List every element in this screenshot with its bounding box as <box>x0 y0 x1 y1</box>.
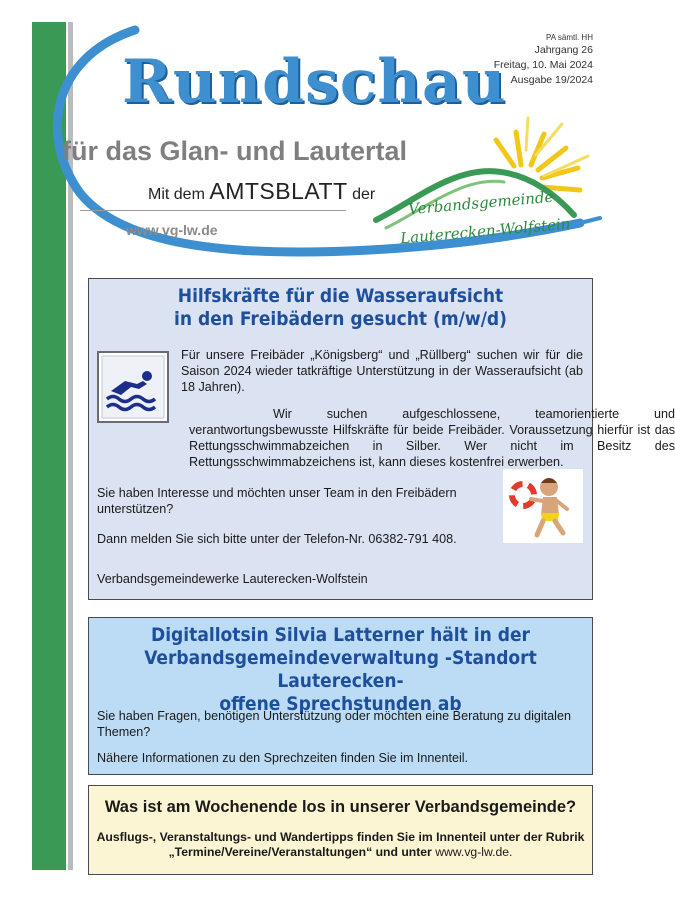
issue-date: Freitag, 10. Mai 2024 <box>493 59 593 71</box>
headline-line: Hilfskräfte für die Wasseraufsicht <box>177 285 504 307</box>
weekend-link[interactable]: www.vg-lw.de <box>435 845 510 859</box>
weekend-tips-box <box>88 785 593 875</box>
headline-line: Digitallotsin Silvia Latterner hält in der <box>151 624 530 646</box>
website-link[interactable]: www.vg-lw.de <box>126 222 218 238</box>
weekend-sub-line1: Ausflugs-, Veranstaltungs- und Wandertipps finden Sie im Innenteil unter der Rubrik <box>96 830 585 844</box>
headline-line: Verbandsgemeindeverwaltung -Standort Lauterecken- <box>144 647 537 692</box>
headline-line: in den Freibädern gesucht (m/w/d) <box>174 308 507 330</box>
newspaper-subtitle: für das Glan- und Lautertal <box>62 136 408 166</box>
lifeguard-paragraph-3: Sie haben Interesse und möchten unser Team in den Freibädern unterstützen? <box>97 486 457 516</box>
jahrgang: Jahrgang 26 <box>534 44 593 56</box>
pa-label: PA sämtl. HH <box>546 33 593 42</box>
lifeguard-paragraph-1: Für unsere Freibäder „Königsberg“ und „Rüllberg“ suchen wir für die Saison 2024 wieder tatkräftige Unterstützung in der Wasseraufsicht (ab 18 Jahren). <box>181 348 583 394</box>
vg-logo-line2: Lauterecken-Wolfstein <box>399 214 572 248</box>
lifeguard-contact-phone: Dann melden Sie sich bitte unter der Telefon-Nr. 06382-791 408. <box>97 532 457 546</box>
digital-guide-headline <box>89 624 592 716</box>
newspaper-title: Rundschau <box>122 47 507 117</box>
amtsblatt-word: AMTSBLATT <box>209 178 348 204</box>
headline-line: offene Sprechstunden ab <box>219 693 462 715</box>
lifeguard-job-box <box>88 278 675 600</box>
issue-number: Ausgabe 19/2024 <box>510 74 593 86</box>
lifeguard-paragraph-2: Wir suchen aufgeschlossene, teamorientierte und verantwortungsbewusste Hilfskräfte für beide Freibäder. Voraussetzung hierfür ist das Rettungsschwimmabzeichen in Silber. Wer nicht im Besitz des Rettungsschwimmabzeichens ist, kann dieses kostenfrei erwerben. <box>189 407 675 469</box>
lifeguard-headline <box>89 285 592 331</box>
amtsblatt-prefix: Mit dem <box>148 186 205 203</box>
digital-guide-box <box>88 617 593 775</box>
issue-meta <box>494 32 593 88</box>
weekend-subtext <box>89 830 592 860</box>
lifeguard-signature: Verbandsgemeindewerke Lauterecken-Wolfstein <box>97 572 368 586</box>
amtsblatt-line <box>148 180 375 203</box>
amtsblatt-suffix: der <box>352 186 376 203</box>
digital-guide-paragraph-2: Nähere Informationen zu den Sprechzeiten finden Sie im Innenteil. <box>97 751 469 765</box>
weekend-sub-line2: „Termine/Vereine/Veranstaltungen“ und unter <box>168 845 432 859</box>
vg-logo-line1: Verbandsgemeinde <box>407 187 555 219</box>
digital-guide-paragraph-1: Sie haben Fragen, benötigen Unterstützung oder möchten eine Beratung zu digitalen Themen? <box>97 709 571 739</box>
weekend-headline: Was ist am Wochenende los in unserer Verbandsgemeinde? <box>104 798 577 816</box>
website-rule <box>80 210 346 211</box>
weekend-sub-end: . <box>509 845 513 859</box>
lifeguard-illustration <box>503 469 583 543</box>
